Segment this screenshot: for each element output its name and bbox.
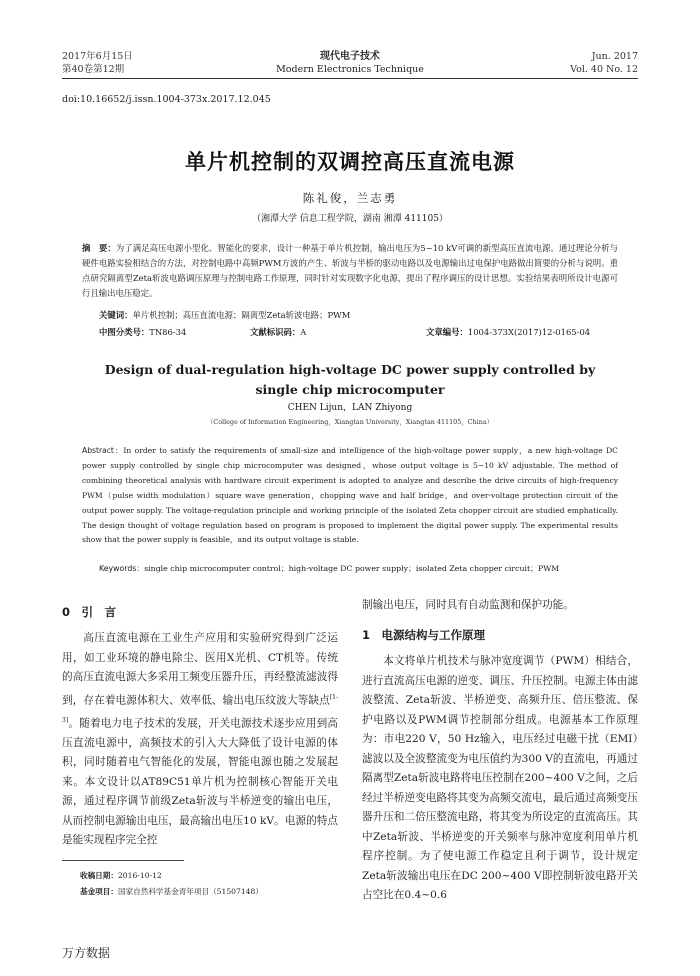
- footnote-rule: [62, 860, 184, 861]
- keywords-en-label: Keywords：: [99, 564, 145, 573]
- affiliation-en: （College of Information Engineering，Xiangtan University，Xiangtan 411105，China）: [206, 418, 494, 426]
- received-date: [80, 868, 263, 884]
- abstract-cn: [82, 241, 618, 301]
- section-0-text-a: 高压直流电源在工业生产应用和实验研究得到广泛运用，如工业环境的静电除尘、医用X光机、CT机等。传统的高压直流电源大多采用工频变压器升压，再经整流滤波得到，存在着电源体积大、效率低、输出电压纹波大等缺点: [62, 632, 338, 707]
- journal-date-en: Jun. 2017: [591, 51, 638, 62]
- wanfang-watermark: 万方数据: [62, 946, 111, 960]
- authors-cn: 陈礼俊，兰志勇: [302, 191, 398, 205]
- journal-date-volume-en: [570, 50, 638, 76]
- doi[interactable]: doi:10.16652/j.issn.1004-373x.2017.12.045: [62, 94, 271, 105]
- abstract-en-text: In order to satisfy the requirements of small-size and intelligence of the high-voltage power supply，a new high-voltage DC power supply controlled by single chip microcomputer was designed，whose output voltage is 5~10 kV adjustable. The method of combining theoretical analysis with hardware circuit experiment is adopted to analyze and describe the drive circuits of high-frequency PWM（pulse width modulation）square wave generation，chopping wave and half bridge，and over-voltage protection circuit of the output power supply. The voltage-regulation principle and working principle of the isolated Zeta chopper circuit are studied emphatically. The design thought of voltage regulation based on program is proposed to implement the digital power supply. The experimental results show that the power supply is feasible，and its output voltage is stable.: [82, 446, 618, 545]
- fund-label: 基金项目：: [80, 887, 118, 896]
- doc-code-label: 文献标识码：: [250, 327, 301, 337]
- journal-volume-issue: 第40卷第12期: [62, 64, 125, 75]
- doc-code-value: A: [300, 327, 307, 337]
- article-number-value: 1004-373X(2017)12-0165-04: [467, 327, 591, 337]
- keywords-en: [99, 563, 559, 574]
- journal-date-volume: [62, 50, 133, 76]
- section-0-text-b: 。随着电力电子技术的发展，开关电源技术逐步应用到高压直流电源中，高频技术的引入大大降低了设计电源的体积，同时随着电气智能化的发展，智能电源也随之发展起来。本文设计以AT89C51单片机为控制核心智能开关电源，通过程序调节前级Zeta斩波与半桥逆变的输出电压，从而控制电源输出电压，最高输出电压10 kV。电源的特点是能实现程序完全控: [62, 717, 338, 847]
- article-number-label: 文章编号：: [426, 327, 468, 337]
- received-value: 2016-10-12: [117, 871, 162, 880]
- section-0-body: [62, 629, 338, 851]
- keywords-cn-label: 关键词：: [99, 310, 133, 320]
- abstract-cn-text: 为了满足高压电源小型化、智能化的要求，设计一种基于单片机控制，输出电压为5~10 kV可调的新型高压直流电源。通过理论分析与硬件电路实验相结合的方法，对控制电路中高频PWM方波的产生、斩波与半桥的驱动电路以及电源输出过电保护电路做出简要的分析与说明。重点研究隔离型Zeta斩波电路调压原理与控制电路工作原理，同时针对实现数字化电源，提出了程序调压的设计思想。实验结果表明所设计电源可行且输出电压稳定。: [82, 243, 618, 298]
- journal-name-en: Modern Electronics Technique: [276, 64, 424, 75]
- journal-volume-issue-en: Vol. 40 No. 12: [570, 64, 638, 75]
- section-0-continued: 制输出电压，同时具有自动监测和保护功能。: [362, 599, 574, 611]
- received-label: 收稿日期：: [80, 871, 118, 880]
- authors-en: CHEN Lijun，LAN Zhiyong: [287, 403, 413, 413]
- keywords-en-text: single chip microcomputer control；high-voltage DC power supply；isolated Zeta chopper circuit；PWM: [144, 564, 560, 573]
- fund-project: [80, 884, 263, 900]
- header-rule: [62, 78, 638, 79]
- abstract-cn-label: 摘 要：: [82, 243, 116, 253]
- section-1-heading: 1 电源结构与工作原理: [362, 628, 486, 642]
- section-1-body: 本文将单片机技术与脉冲宽度调节（PWM）相结合，进行直流高压电源的逆变、调压、升压控制。电源主体由滤波整流、Zeta斩波、半桥逆变、高频升压、倍压整流、保护电路以及PWM调节控制部分组成。电源基本工作原理为：市电220 V，50 Hz输入，电压经过电磁干扰（EMI）滤波以及全波整流变为电压值约为300 V的直流电，再通过隔离型Zeta斩波电路将电压控制在200~400 V之间，之后经过半桥逆变电路将其变为高频交流电，最后通过高频变压器升压和二倍压整流电路，将其变为所设定的直流高压。其中Zeta斩波、半桥逆变的开关频率与脉冲宽度利用单片机程序控制。为了使电源工作稳定且利于调节，设计规定Zeta斩波输出电压在DC 200~400 V即控制斩波电路开关占空比在0.4~0.6: [362, 655, 638, 901]
- clc-value: TN86-34: [149, 327, 187, 337]
- abstract-en-label: Abstract：: [82, 446, 124, 455]
- paper-title-en-line2: single chip microcomputer: [255, 382, 445, 397]
- article-number: [426, 326, 590, 338]
- affiliation-cn: （湘潭大学 信息工程学院，湖南 湘潭 411105）: [252, 214, 448, 224]
- abstract-en: [82, 444, 618, 548]
- paper-title-cn: 单片机控制的双调控高压直流电源: [185, 150, 515, 174]
- fund-value: 国家自然科学基金青年项目（51507148）: [117, 887, 263, 896]
- clc-number: [99, 326, 186, 338]
- section-0-heading: 0 引 言: [62, 605, 117, 619]
- keywords-cn-text: 单片机控制；高压直流电源；隔离型Zeta斩波电路；PWM: [132, 310, 351, 320]
- citation-ref[interactable]: [1-3]: [62, 693, 338, 724]
- journal-name: [200, 50, 500, 76]
- journal-date: 2017年6月15日: [62, 51, 133, 62]
- footnote: [80, 868, 263, 900]
- paper-title-en: [100, 360, 600, 400]
- journal-name-cn: 现代电子技术: [320, 51, 380, 62]
- clc-label: 中图分类号：: [99, 327, 150, 337]
- document-code: [250, 326, 306, 338]
- paper-title-en-line1: Design of dual-regulation high-voltage DC power supply controlled by: [104, 362, 596, 377]
- keywords-cn: [99, 309, 350, 321]
